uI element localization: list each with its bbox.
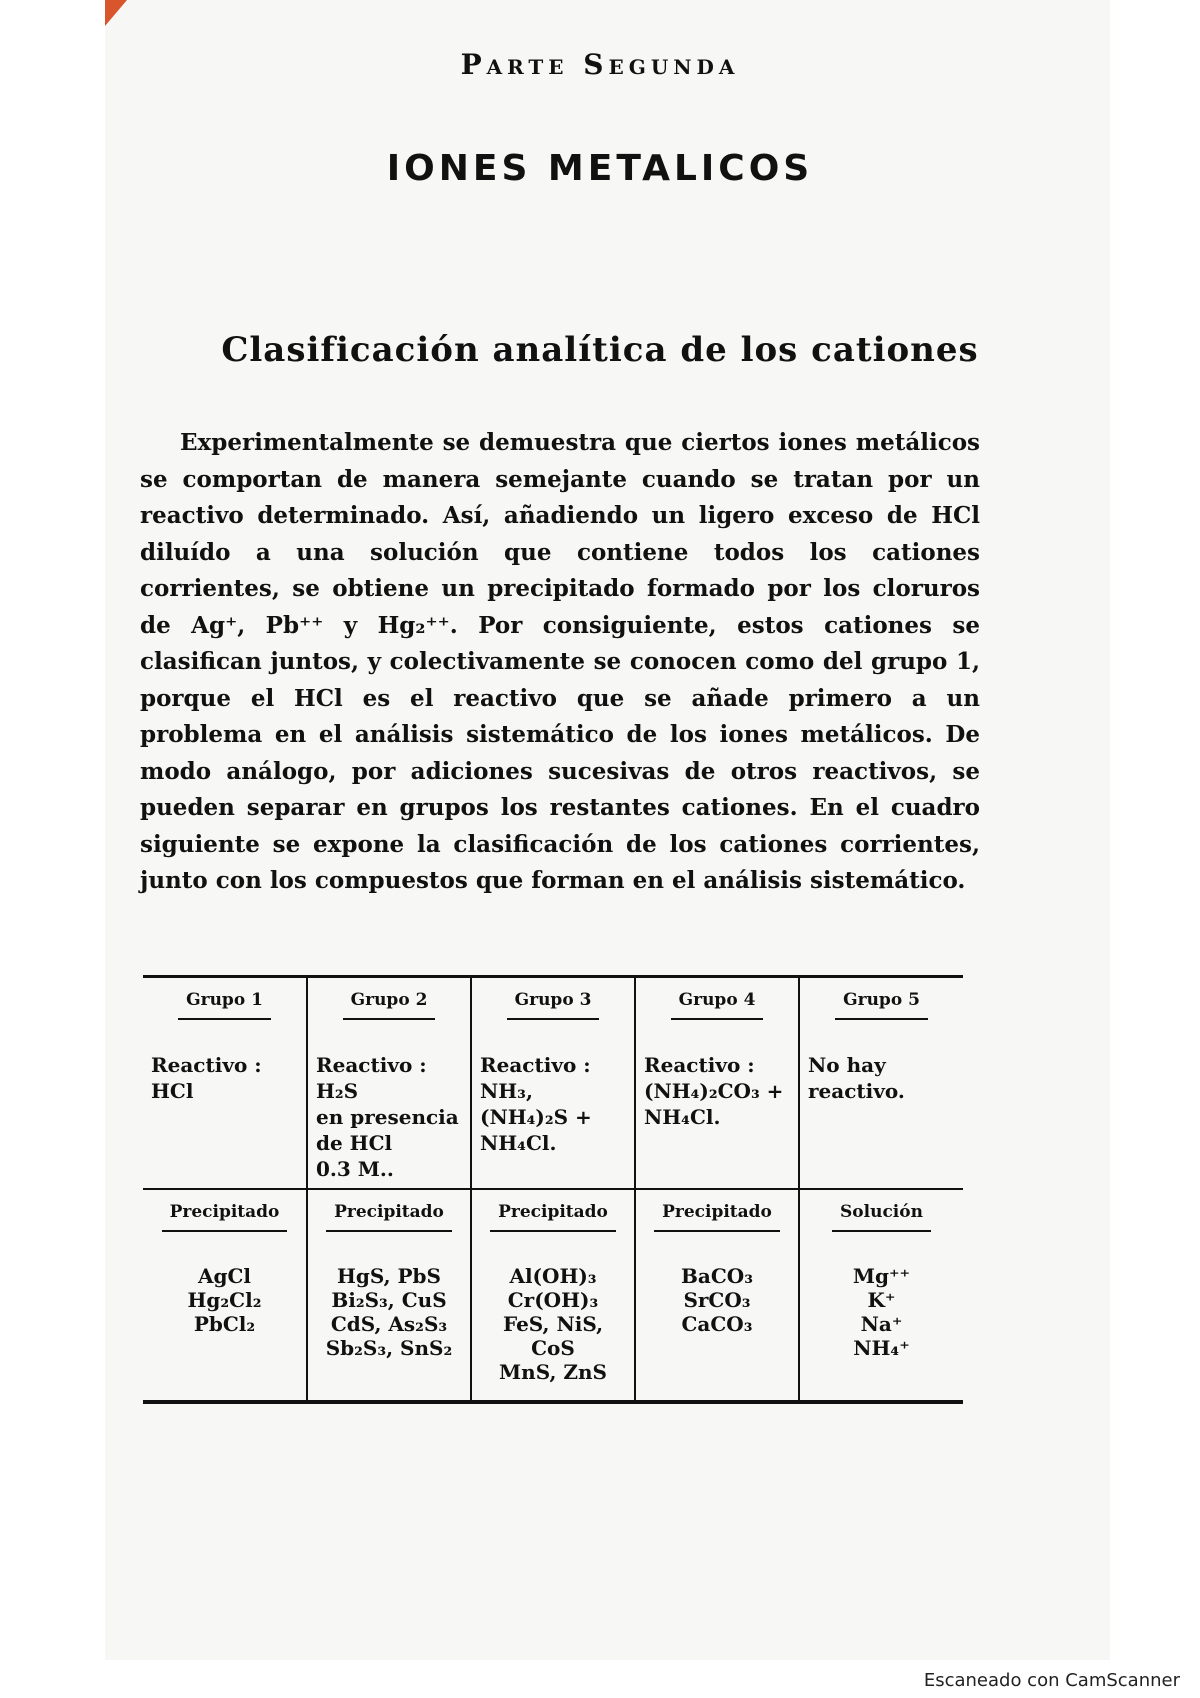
group-header: Grupo 3 bbox=[471, 977, 635, 1047]
result-row bbox=[143, 1258, 963, 1402]
intro-paragraph: Experimentalmente se demuestra que ciertos iones metálicos se comportan de manera semejante cuando se tratan por un reactivo determinado. Así, añadiendo un ligero exceso de HCl diluído a una solución que contiene todos los cationes corrientes, se obtiene un precipitado formado por los cloruros de Ag⁺, Pb⁺⁺ y Hg₂⁺⁺. Por consiguiente, estos cationes se clasifican juntos, y colectivamente se conocen como del grupo 1, porque el HCl es el reactivo que se añade primero a un problema en el análisis sistemático de los iones metálicos. De modo análogo, por adiciones sucesivas de otros reactivos, se pueden separar en grupos los restantes cationes. En el cuadro siguiente se expone la clasificación de los cationes corrientes, junto con los compuestos que forman en el análisis sistemático. bbox=[140, 429, 980, 894]
group-header: Grupo 5 bbox=[799, 977, 963, 1047]
section-title: Clasificación analítica de los cationes bbox=[221, 330, 979, 370]
result-type-header: Precipitado bbox=[307, 1189, 471, 1258]
reagent-cell: Reactivo : HCl bbox=[151, 1053, 262, 1103]
reagent-cell: Reactivo : (NH₄)₂CO₃ + NH₄Cl. bbox=[635, 1046, 799, 1189]
reagent-row bbox=[143, 1046, 963, 1189]
result-type-row bbox=[143, 1189, 963, 1258]
part-title: Parte Segunda bbox=[460, 48, 740, 81]
result-type-header: Precipitado bbox=[143, 1189, 307, 1258]
result-cell: Mg⁺⁺ K⁺ Na⁺ NH₄⁺ bbox=[799, 1258, 963, 1402]
group-header-row bbox=[143, 977, 963, 1047]
result-cell: BaCO₃ SrCO₃ CaCO₃ bbox=[635, 1258, 799, 1402]
group-header: Grupo 2 bbox=[307, 977, 471, 1047]
result-type-header: Precipitado bbox=[471, 1189, 635, 1258]
reagent-cell: Reactivo : H₂S en presencia de HCl 0.3 M.. bbox=[307, 1046, 471, 1189]
result-type-header: Precipitado bbox=[635, 1189, 799, 1258]
result-cell: Al(OH)₃ Cr(OH)₃ FeS, NiS, CoS MnS, ZnS bbox=[471, 1258, 635, 1402]
result-cell: HgS, PbS Bi₂S₃, CuS CdS, As₂S₃ Sb₂S₃, SnS₂ bbox=[307, 1258, 471, 1402]
cation-classification-table bbox=[143, 975, 963, 1404]
group-header: Grupo 4 bbox=[635, 977, 799, 1047]
main-title: IONES METALICOS bbox=[386, 148, 814, 189]
camscanner-watermark: Escaneado con CamScanner bbox=[923, 1670, 1180, 1691]
result-cell: AgCl Hg₂Cl₂ PbCl₂ bbox=[187, 1264, 262, 1336]
reagent-cell: Reactivo : NH₃, (NH₄)₂S + NH₄Cl. bbox=[471, 1046, 635, 1189]
page-corner-mark bbox=[105, 0, 127, 26]
reagent-cell: No hay reactivo. bbox=[799, 1046, 963, 1189]
group-header: Grupo 1 bbox=[143, 977, 307, 1047]
result-type-header: Solución bbox=[799, 1189, 963, 1258]
